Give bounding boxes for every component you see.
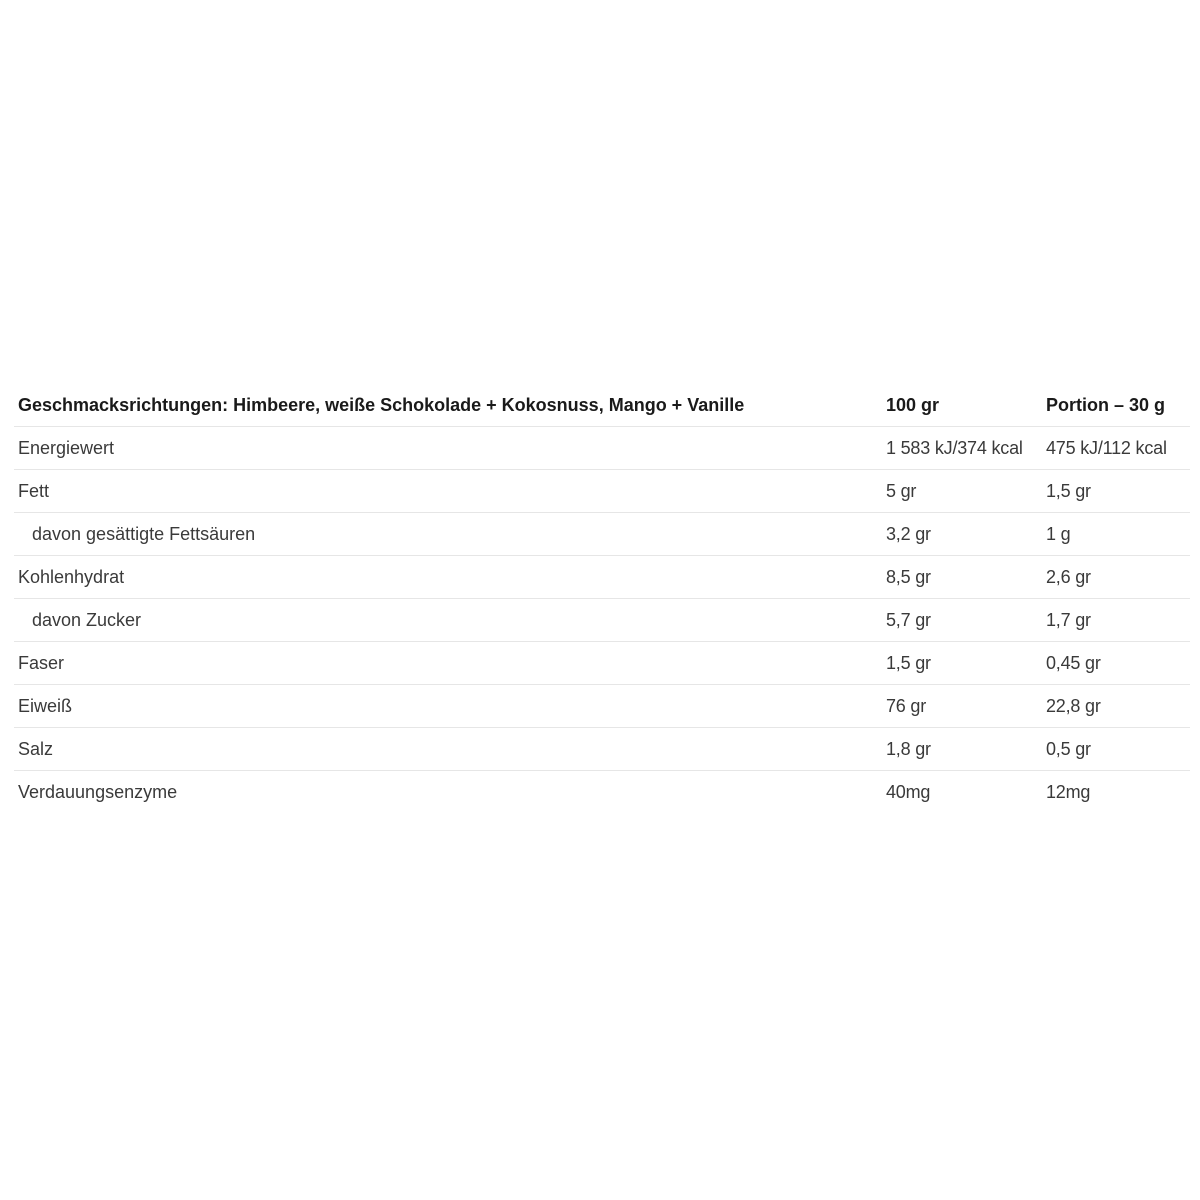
row-value-per-portion: 12mg [1046, 781, 1091, 802]
table-row [14, 427, 1190, 470]
row-value-per-portion: 1,5 gr [1042, 470, 1190, 513]
row-label-sugar: davon Zucker [14, 599, 882, 642]
row-value-per-100g: 76 gr [882, 685, 1042, 728]
header-per-100g: 100 gr [882, 384, 1042, 427]
row-value-per-portion: 0,5 gr [1042, 728, 1190, 771]
row-value-per-100g: 1 583 kJ/374 kcal [882, 427, 1042, 470]
row-value-per-portion: 1 g [1042, 513, 1190, 556]
row-value-per-100g: 3,2 gr [882, 513, 1042, 556]
row-value-per-portion: 2,6 gr [1042, 556, 1190, 599]
table-row [14, 599, 1190, 642]
row-label-protein: Eiweiß [14, 685, 882, 728]
row-value-per-portion: 22,8 gr [1042, 685, 1190, 728]
table-row [14, 771, 1190, 814]
row-value-per-100g: 5 gr [882, 470, 1042, 513]
row-label-digestive-enzymes: Verdauungsenzyme [18, 781, 178, 802]
header-per-portion: Portion – 30 g [1042, 384, 1190, 427]
table-header-row [14, 384, 1190, 427]
row-label-carbohydrate: Kohlenhydrat [14, 556, 882, 599]
row-value-per-portion: 475 kJ/112 kcal [1042, 427, 1190, 470]
row-label-saturated-fat: davon gesättigte Fettsäuren [14, 513, 882, 556]
table-row [14, 642, 1190, 685]
row-value-per-portion: 1,7 gr [1042, 599, 1190, 642]
table-row [14, 728, 1190, 771]
row-label-salt: Salz [14, 728, 882, 771]
row-value-per-100g: 1,8 gr [882, 728, 1042, 771]
row-label-fat: Fett [14, 470, 882, 513]
row-value-per-portion: 0,45 gr [1042, 642, 1190, 685]
row-value-per-100g: 40mg [886, 781, 931, 802]
header-flavors: Geschmacksrichtungen: Himbeere, weiße Schokolade + Kokosnuss, Mango + Vanille [14, 384, 882, 427]
row-label-energy: Energiewert [14, 427, 882, 470]
nutrition-table [14, 384, 1190, 813]
table-row [14, 556, 1190, 599]
row-value-per-100g: 1,5 gr [882, 642, 1042, 685]
table-row [14, 470, 1190, 513]
table-row [14, 685, 1190, 728]
table-row [14, 513, 1190, 556]
row-label-fiber: Faser [14, 642, 882, 685]
row-value-per-100g: 8,5 gr [882, 556, 1042, 599]
row-value-per-100g: 5,7 gr [882, 599, 1042, 642]
